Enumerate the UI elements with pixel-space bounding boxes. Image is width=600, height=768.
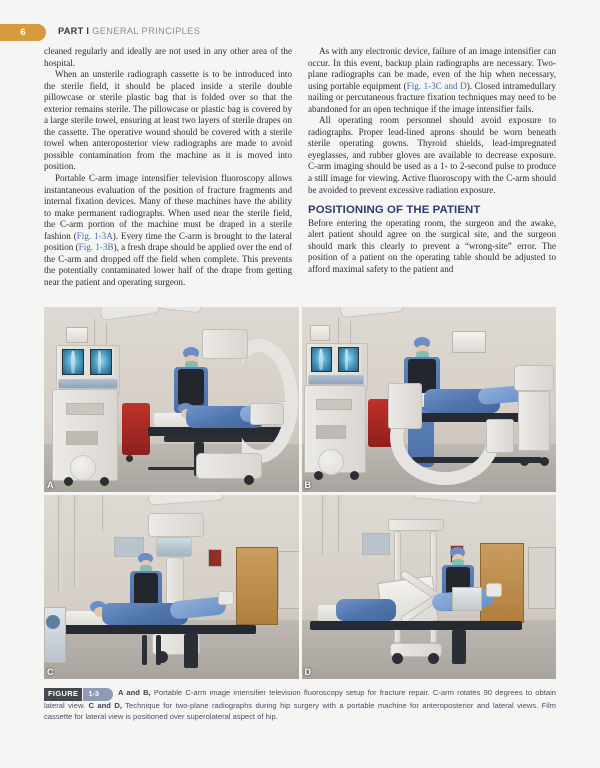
- figure-badge-word: FIGURE: [44, 688, 82, 701]
- paragraph: When an unsterile radiograph cassette is to be introduced into the sterile field, it should be placed inside a sterile double pillowcase or sterile plastic bag that is folded over so that the exterior remains sterile. The pillowcase or plastic bag is covered by a large sterile towel, ensuring at least two layers of sterile drapes on the cassette. The operative wound should be covered with a sterile towel when anteroposterior view radiographs are made to avoid possible contamination from the machine as it is moved into position.: [44, 69, 292, 172]
- paragraph-text: As with any electronic device, failure of an image intensifier can occur. In this event, backup plain radiographs are necessary. Two-plane radiographs can be made, even of the hip when necessary, using portable equipment (: [308, 46, 556, 91]
- holder-wheel: [392, 653, 403, 664]
- panel-label: A: [47, 480, 54, 490]
- traction-boot: [218, 591, 234, 605]
- printer-slot: [66, 431, 98, 445]
- xray-bone: [71, 351, 75, 373]
- portable-equipment-cart: [514, 365, 554, 391]
- figure-badge: [44, 688, 113, 701]
- operating-table: [60, 625, 256, 634]
- portable-xray-unit: [452, 587, 482, 611]
- equipment-wheel: [540, 457, 549, 466]
- fluoro-control-panel: [308, 375, 364, 385]
- ceiling-pole: [58, 495, 62, 591]
- xray-image: [91, 350, 111, 374]
- figure-reference-link[interactable]: Fig. 1-3C and D: [406, 80, 467, 91]
- paragraph: cleaned regularly and ideally are not used in any other area of the hospital.: [44, 46, 292, 68]
- c-arm-support: [486, 419, 514, 453]
- part-label: PART I: [58, 26, 90, 36]
- equipment-wheel: [520, 457, 529, 466]
- running-header: [0, 24, 580, 42]
- panel-label: B: [304, 480, 311, 490]
- ge-logo: [70, 455, 96, 481]
- supply-shelf: [528, 547, 556, 609]
- paragraph-text: Portable C-arm image intensifier television fluoroscopy allows instantaneous evaluation of the position of fracture fragments and internal fixation devices. Many of these machines have the ability to make permanent radiographs. When used near the sterile field, the C-arm portion of the machine must be draped in a sterile fashion (: [44, 173, 292, 241]
- figure-badge-number: 1-3: [83, 688, 113, 701]
- c-arm-wheel: [244, 475, 254, 485]
- c-arm-image-intensifier: [202, 329, 248, 359]
- whiteboard: [452, 331, 486, 353]
- panel-label: D: [304, 667, 311, 677]
- supply-shelf: [278, 551, 299, 609]
- paragraph-text: ), a fresh drape should be applied over the end of the C-arm and dropped off the field when complete. This prevents the potentially contaminated lower half of the drape from getting near the patient and operating surgeon.: [44, 242, 292, 287]
- figure-panel-d[interactable]: [302, 495, 557, 679]
- section-heading: POSITIONING OF THE PATIENT: [308, 204, 481, 217]
- figure-caption: [44, 688, 556, 722]
- lead-apron: [134, 573, 158, 607]
- wall-sign: [208, 549, 222, 567]
- c-arm-collimator: [250, 403, 284, 425]
- patient-drape: [336, 599, 396, 621]
- table-base: [452, 630, 466, 664]
- floor-cable: [148, 467, 200, 470]
- printer-slot: [316, 425, 346, 439]
- traction-boot: [486, 583, 502, 597]
- fluoro-monitor-left: [309, 345, 334, 374]
- panel-label: C: [47, 667, 54, 677]
- figure-reference-link[interactable]: Fig. 1-3A: [76, 230, 113, 241]
- cart-wheel: [350, 471, 359, 480]
- figure-1-3: [44, 307, 556, 722]
- table-base: [184, 634, 198, 668]
- fluoro-control-panel: [58, 379, 118, 389]
- c-arm-image-intensifier: [388, 383, 422, 429]
- table-strap: [142, 635, 147, 665]
- paragraph-text: ). Closed intramedullary nailing or percutaneous fracture fixation techniques may need to be abandoned for an open technique if the image intensifier fails.: [308, 80, 556, 114]
- cart-wheel: [314, 471, 323, 480]
- biohazard-bin: [122, 403, 150, 455]
- cart-wheel: [100, 477, 109, 486]
- caption-label-ab: A and B,: [118, 688, 151, 697]
- figure-panel-c[interactable]: [44, 495, 299, 679]
- xray-bone: [319, 349, 322, 370]
- part-title: GENERAL PRINCIPLES: [92, 26, 201, 36]
- holder-wheel: [428, 653, 439, 664]
- portable-xray-collimator: [156, 537, 192, 557]
- portable-xray-head: [148, 513, 204, 537]
- lead-apron: [178, 369, 204, 405]
- portable-equipment-stand: [518, 391, 550, 451]
- paragraph: [44, 173, 292, 288]
- photo-grid: [44, 307, 556, 679]
- paragraph-text: ). Every time the C-arm is brought to the lateral position (: [44, 230, 293, 253]
- wall-chart: [66, 327, 88, 343]
- paragraph: Before entering the operating room, the surgeon and the awake, alert patient should agree on the surgical site, and the surgeon should mark this clearly to prevent a “wrong-site” error. The position of a patient on the operating table should be adjusted to afford maximal safety to the patient and: [308, 217, 556, 274]
- page-number-tab: 6: [0, 24, 46, 41]
- figure-reference-link[interactable]: Fig. 1-3B: [78, 242, 114, 253]
- figure-panel-b[interactable]: [302, 307, 557, 492]
- ceiling-pole: [338, 495, 342, 551]
- xray-bone: [98, 351, 101, 373]
- operating-table: [310, 621, 522, 630]
- cassette-holder-frame: [388, 519, 444, 531]
- or-door: [236, 547, 278, 625]
- xray-image: [339, 348, 358, 371]
- right-column: [308, 46, 556, 296]
- caption-text-ab: Portable C-arm image intensifier television fluoroscopy setup for fracture repair. C-arm rotates 90 degrees to obtain lateral view.: [44, 688, 556, 711]
- ceiling-pole: [102, 495, 105, 531]
- ceiling-pole: [74, 495, 78, 587]
- fluoro-monitor-left: [60, 347, 86, 377]
- cart-wheel: [64, 477, 73, 486]
- caption-label-cd: C and D,: [88, 701, 122, 711]
- body-columns: [44, 46, 556, 296]
- fluoro-monitor-right: [88, 347, 114, 377]
- anesthesia-wheel: [46, 615, 60, 629]
- wall-chart: [310, 325, 330, 341]
- paragraph: All operating room personnel should avoid exposure to radiographs. Proper lead-lined aprons should be worn beneath sterile operating gowns. Thyroid shields, lead-impregnated eyeglasses, and rubber gloves are available to decrease exposure. C-arm imaging should be used as a 1- to 2-second pulse to produce a still image for viewing. Active fluoroscopy with the C-arm should be avoided to prevent excessive radiation exposure.: [308, 115, 556, 195]
- left-column: [44, 46, 292, 296]
- part-header: [58, 26, 200, 36]
- figure-panel-a[interactable]: [44, 307, 299, 492]
- xray-bone: [345, 349, 348, 370]
- printer-slot: [66, 403, 104, 415]
- bin-wheel: [126, 455, 133, 462]
- paragraph: [308, 46, 556, 115]
- caption-text-cd: Technique for two-plane radiographs during hip surgery with a portable machine for anteroposterior and lateral views. Film cassette for lateral view is positioned over superolateral aspect of hip.: [44, 701, 556, 721]
- ceiling-pole: [322, 495, 326, 555]
- wall-monitor: [362, 533, 390, 555]
- table-strap: [156, 635, 161, 665]
- printer-slot: [316, 399, 352, 410]
- fluoro-monitor-right: [336, 345, 361, 374]
